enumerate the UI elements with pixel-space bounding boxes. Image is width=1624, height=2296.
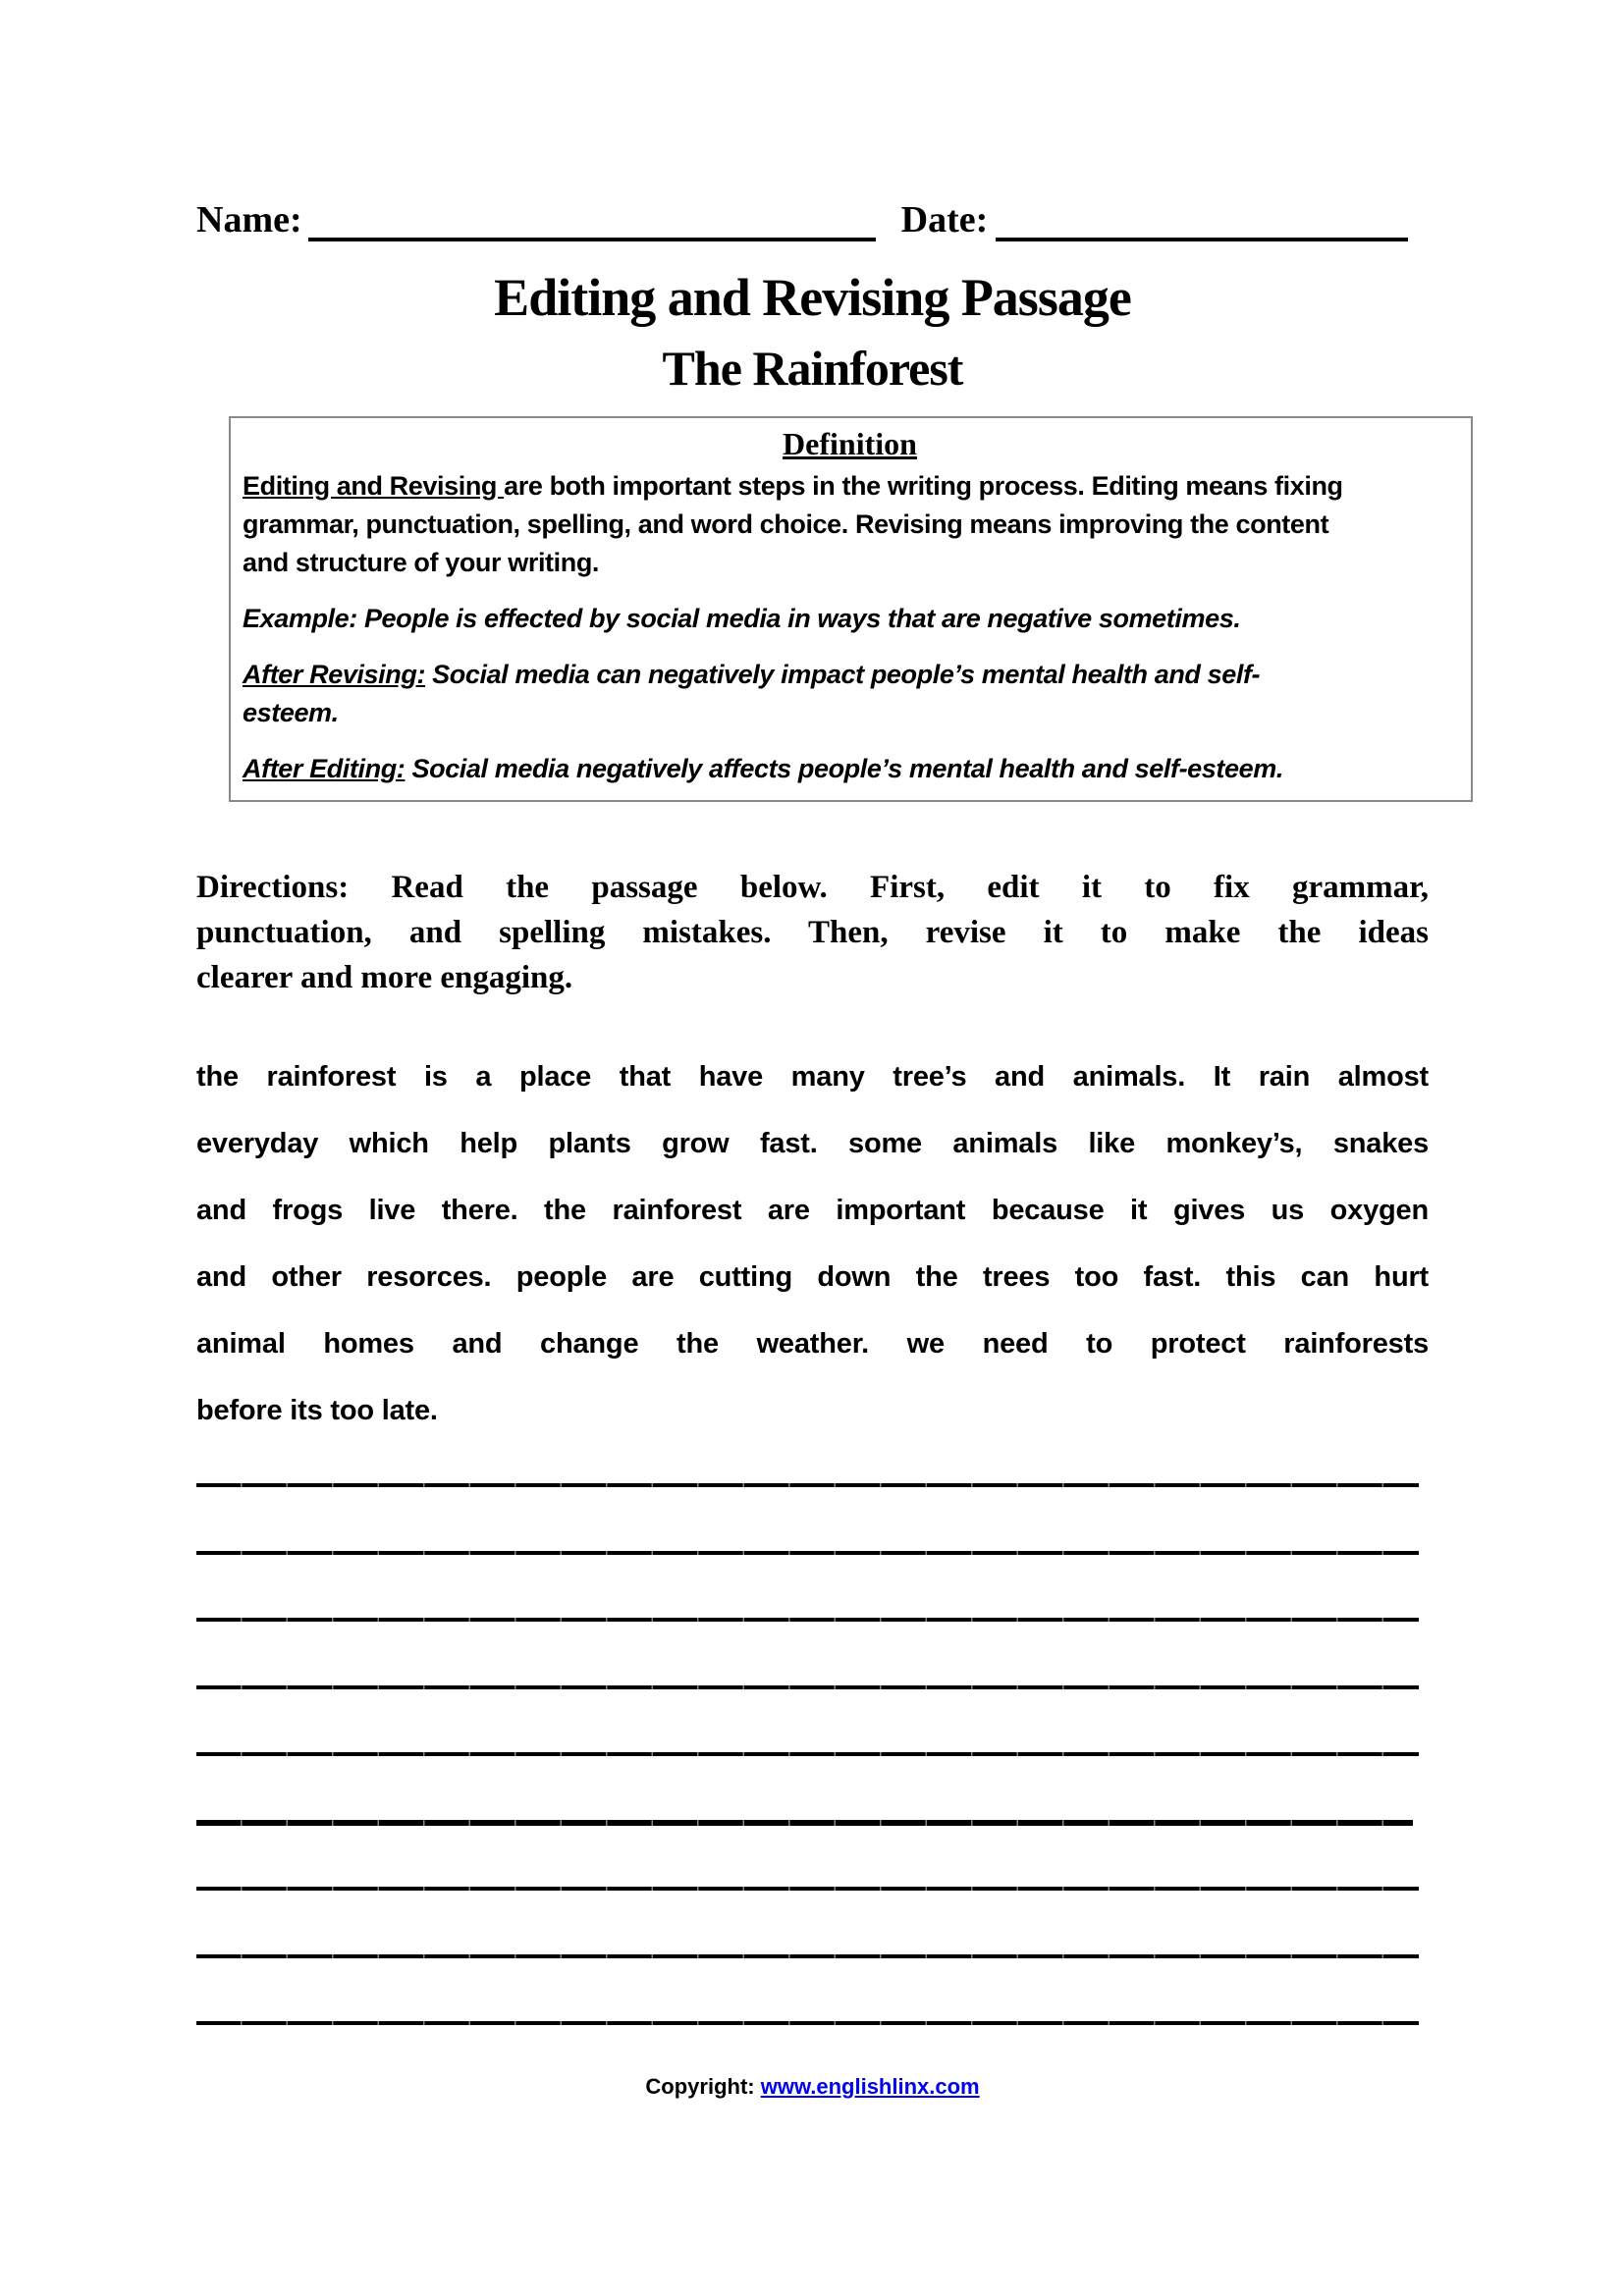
englishlinx-link[interactable]: www.englishlinx.com <box>760 2074 980 2099</box>
answer-lines <box>196 1483 1429 2066</box>
copyright-label: Copyright: <box>645 2074 755 2099</box>
passage-line <box>196 1244 1429 1310</box>
answer-line <box>196 1820 1429 1888</box>
definition-line <box>243 544 1457 582</box>
answer-line <box>196 1887 1429 1954</box>
definition-line <box>243 656 1457 694</box>
answer-line <box>196 2021 1429 2066</box>
definition-paragraphs <box>243 467 1457 788</box>
text: Social media negatively affects people’s mental health and self-esteem. <box>405 754 1283 783</box>
text: are both important steps in the writing process. Editing means fixing <box>504 471 1343 501</box>
passage-line <box>196 1310 1429 1377</box>
text: Directions: Read the passage below. First, edit it to fix grammar, <box>196 870 1429 905</box>
definition-box <box>229 416 1473 802</box>
text: animal homes and change the weather. we need to protect rainforests <box>196 1328 1429 1360</box>
date-blank-line <box>996 204 1408 241</box>
text: punctuation, and spelling mistakes. Then, revise it to make the ideas <box>196 915 1429 950</box>
date-label: Date: <box>900 199 989 240</box>
answer-line <box>196 1483 1429 1551</box>
underlined-text: After Editing: <box>243 754 406 783</box>
text: Example: People is effected by social media in ways that are negative sometimes. <box>243 604 1241 633</box>
passage-line <box>196 1043 1429 1110</box>
name-date-row <box>196 196 1429 241</box>
footer <box>196 2074 1429 2100</box>
text: grammar, punctuation, spelling, and word choice. Revising means improving the content <box>243 509 1329 539</box>
passage-line <box>196 1110 1429 1177</box>
directions-line <box>196 955 1429 1000</box>
text: everyday which help plants grow fast. some animals like monkey’s, snakes <box>196 1128 1429 1159</box>
name-blank-line <box>308 204 876 241</box>
definition-paragraph <box>243 600 1457 638</box>
answer-line <box>196 1551 1429 1619</box>
text: clearer and more engaging. <box>196 960 573 995</box>
text: and frogs live there. the rainforest are important because it gives us oxygen <box>196 1195 1429 1226</box>
name-label: Name: <box>196 199 302 240</box>
definition-heading: Definition <box>783 426 917 461</box>
definition-line <box>243 506 1457 544</box>
definition-line <box>243 600 1457 638</box>
worksheet-subtitle: The Rainforest <box>662 341 963 396</box>
text: Social media can negatively impact people’s mental health and self- <box>425 660 1261 689</box>
text: the rainforest is a place that have many tree’s and animals. It rain almost <box>196 1061 1429 1093</box>
directions-line <box>196 865 1429 910</box>
text: and other resorces. people are cutting down the trees too fast. this can hurt <box>196 1261 1429 1293</box>
passage-line <box>196 1177 1429 1244</box>
passage-paragraph <box>196 1043 1429 1444</box>
underlined-text: After Revising: <box>243 660 426 689</box>
definition-paragraph <box>243 467 1457 582</box>
answer-line <box>196 1685 1429 1753</box>
text: and structure of your writing. <box>243 548 600 577</box>
directions-paragraph <box>196 865 1429 1000</box>
answer-line <box>196 1954 1429 2022</box>
text: before its too late. <box>196 1395 438 1426</box>
directions-line <box>196 910 1429 955</box>
definition-line <box>243 694 1457 732</box>
answer-line <box>196 1618 1429 1685</box>
underlined-text: Editing and Revising <box>243 471 505 501</box>
passage-line <box>196 1377 1429 1444</box>
definition-line <box>243 750 1457 788</box>
definition-paragraph <box>243 656 1457 732</box>
answer-line <box>196 1752 1429 1820</box>
text: esteem. <box>243 698 339 727</box>
worksheet-title: Editing and Revising Passage <box>494 268 1131 327</box>
definition-line <box>243 467 1457 506</box>
definition-paragraph <box>243 750 1457 788</box>
